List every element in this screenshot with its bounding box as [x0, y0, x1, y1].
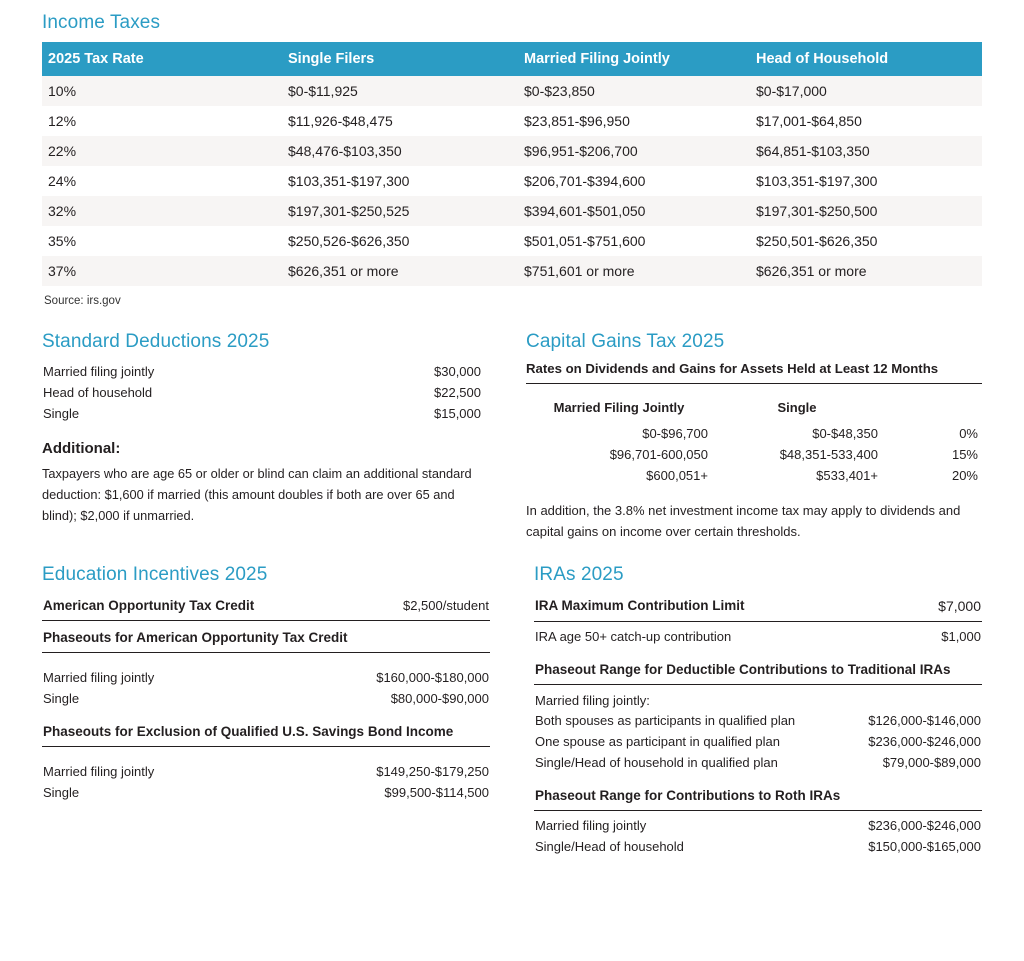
column-header-married-jointly: Married Filing Jointly: [518, 42, 750, 76]
table-header-row: [42, 42, 982, 76]
income-taxes-title: Income Taxes: [42, 12, 161, 33]
cell-married: $501,051-$751,600: [524, 233, 646, 249]
row-value: $149,250-$179,250: [376, 764, 489, 779]
ira-max-limit-row: [534, 594, 982, 619]
cell-hoh: $197,301-$250,500: [756, 203, 878, 219]
row-label: Married filing jointly: [43, 364, 155, 379]
list-item: [42, 382, 482, 403]
cell-rate: 22%: [48, 143, 77, 159]
row-value: $2,500/student: [402, 598, 489, 613]
cell-rate: 10%: [48, 83, 77, 99]
row-value: $22,500: [434, 385, 481, 400]
column-header-rate: 2025 Tax Rate: [42, 42, 282, 76]
income-taxes-section: [0, 0, 1024, 307]
cell-single: $48,351-533,400: [779, 447, 878, 462]
divider: [534, 810, 982, 811]
table-row: [42, 136, 982, 166]
iras-section: [534, 564, 982, 857]
capital-gains-subtitle: Rates on Dividends and Gains for Assets Held at Least 12 Months: [526, 361, 939, 376]
table-row: [526, 423, 982, 444]
list-item: [42, 361, 482, 382]
table-row: [42, 166, 982, 196]
cell-married: $206,701-$394,600: [524, 173, 646, 189]
row-label: IRA age 50+ catch-up contribution: [535, 629, 732, 644]
capital-gains-section: [526, 331, 982, 542]
divider: [526, 383, 982, 384]
cell-single: $0-$48,350: [812, 426, 878, 441]
standard-deductions-section: [42, 331, 482, 542]
cell-rate: 15%: [951, 447, 978, 462]
divider: [534, 684, 982, 685]
column-header-head-of-household: Head of Household: [750, 42, 982, 76]
cell-single: $626,351 or more: [288, 263, 399, 279]
aotc-phaseout-heading: Phaseouts for American Opportunity Tax Credit: [43, 630, 348, 645]
education-incentives-title: Education Incentives 2025: [42, 564, 268, 585]
list-item: [42, 667, 490, 688]
row-label: American Opportunity Tax Credit: [43, 598, 255, 613]
table-row: [42, 106, 982, 136]
additional-text: Taxpayers who are age 65 or older or blind can claim an additional standard deduction: $1,600 if married (this amount doubles if both are over 65 and blind); $2,000 if unmarried.: [42, 466, 472, 523]
income-taxes-table: [42, 42, 982, 286]
cell-hoh: $17,001-$64,850: [756, 113, 862, 129]
cell-hoh: $0-$17,000: [756, 83, 827, 99]
row-label: Both spouses as participants in qualified plan: [535, 713, 796, 728]
source-note: Source: irs.gov: [44, 295, 121, 307]
column-header-rate: [882, 388, 982, 423]
row-value: $7,000: [938, 598, 981, 614]
list-item: [534, 815, 982, 836]
cell-single: $533,401+: [816, 468, 878, 483]
row-label: Married filing jointly: [43, 764, 155, 779]
capital-gains-note: In addition, the 3.8% net investment income tax may apply to dividends and capital gains on income over certain thresholds.: [526, 503, 961, 539]
list-item: [42, 782, 490, 803]
table-row: [42, 226, 982, 256]
list-item: [534, 710, 982, 731]
bottom-row: [0, 542, 1024, 857]
cell-rate: 37%: [48, 263, 77, 279]
cell-married: $751,601 or more: [524, 263, 635, 279]
list-item: [42, 761, 490, 782]
table-row: [42, 196, 982, 226]
traditional-ira-phaseout-heading: Phaseout Range for Deductible Contributions to Traditional IRAs: [535, 662, 951, 677]
row-label: IRA Maximum Contribution Limit: [535, 598, 745, 613]
row-value: $1,000: [941, 629, 981, 644]
row-label: One spouse as participant in qualified plan: [535, 734, 780, 749]
education-incentives-section: [42, 564, 490, 857]
table-row: [42, 256, 982, 286]
row-label: Single: [43, 691, 80, 706]
row-value: $99,500-$114,500: [384, 785, 489, 800]
traditional-ira-subnote: Married filing jointly:: [535, 693, 650, 708]
row-label: Single/Head of household in qualified plan: [535, 755, 778, 770]
row-value: $126,000-$146,000: [868, 713, 981, 728]
list-item: [534, 752, 982, 773]
cell-married: $600,051+: [646, 468, 708, 483]
cell-rate: 35%: [48, 233, 77, 249]
cell-hoh: $626,351 or more: [756, 263, 867, 279]
cell-married: $96,951-$206,700: [524, 143, 638, 159]
cell-rate: 0%: [959, 426, 978, 441]
cell-single: $103,351-$197,300: [288, 173, 410, 189]
bond-phaseout-heading: Phaseouts for Exclusion of Qualified U.S. Savings Bond Income: [43, 724, 454, 739]
aotc-row: [42, 594, 490, 618]
cell-married: $23,851-$96,950: [524, 113, 630, 129]
list-item: [42, 403, 482, 424]
list-item: [534, 836, 982, 857]
cell-single: $48,476-$103,350: [288, 143, 402, 159]
row-label: Head of household: [43, 385, 153, 400]
cell-married: $96,701-600,050: [609, 447, 708, 462]
row-label: Single: [43, 785, 80, 800]
cell-rate: 24%: [48, 173, 77, 189]
row-value: $79,000-$89,000: [882, 755, 981, 770]
cell-single: $197,301-$250,525: [288, 203, 410, 219]
capital-gains-table: [526, 388, 982, 486]
column-header-married-jointly: Married Filing Jointly: [553, 400, 685, 415]
cell-single: $0-$11,925: [288, 83, 358, 99]
row-label: Single: [43, 406, 80, 421]
row-value: $160,000-$180,000: [376, 670, 489, 685]
row-value: $236,000-$246,000: [868, 734, 981, 749]
capital-gains-title: Capital Gains Tax 2025: [526, 331, 725, 352]
row-label: Single/Head of household: [535, 839, 684, 854]
row-value: $15,000: [434, 406, 481, 421]
divider: [534, 621, 982, 622]
cell-hoh: $103,351-$197,300: [756, 173, 878, 189]
table-row: [526, 444, 982, 465]
cell-married: $0-$23,850: [524, 83, 595, 99]
cell-married: $0-$96,700: [642, 426, 708, 441]
table-row: [526, 465, 982, 486]
cell-rate: 32%: [48, 203, 77, 219]
cell-single: $250,526-$626,350: [288, 233, 410, 249]
row-value: $150,000-$165,000: [868, 839, 981, 854]
list-item: [534, 731, 982, 752]
divider: [42, 620, 490, 621]
row-label: Married filing jointly: [43, 670, 155, 685]
additional-heading: Additional:: [42, 440, 121, 457]
row-value: $30,000: [434, 364, 481, 379]
cell-married: $394,601-$501,050: [524, 203, 646, 219]
cell-hoh: $64,851-$103,350: [756, 143, 870, 159]
cell-rate: 12%: [48, 113, 77, 129]
column-header-single: Single Filers: [282, 42, 518, 76]
table-row: [42, 76, 982, 106]
cell-single: $11,926-$48,475: [288, 113, 393, 129]
standard-deductions-title: Standard Deductions 2025: [42, 331, 270, 352]
list-item: [42, 688, 490, 709]
iras-title: IRAs 2025: [534, 564, 624, 585]
roth-ira-phaseout-heading: Phaseout Range for Contributions to Roth IRAs: [535, 788, 841, 803]
middle-row: [0, 307, 1024, 542]
ira-catchup-row: [534, 626, 982, 647]
row-label: Married filing jointly: [535, 818, 647, 833]
table-header-row: [526, 388, 982, 423]
divider: [42, 652, 490, 653]
divider: [42, 746, 490, 747]
cell-rate: 20%: [951, 468, 978, 483]
cell-hoh: $250,501-$626,350: [756, 233, 878, 249]
column-header-single: Single: [777, 400, 817, 415]
row-value: $236,000-$246,000: [868, 818, 981, 833]
row-value: $80,000-$90,000: [390, 691, 489, 706]
